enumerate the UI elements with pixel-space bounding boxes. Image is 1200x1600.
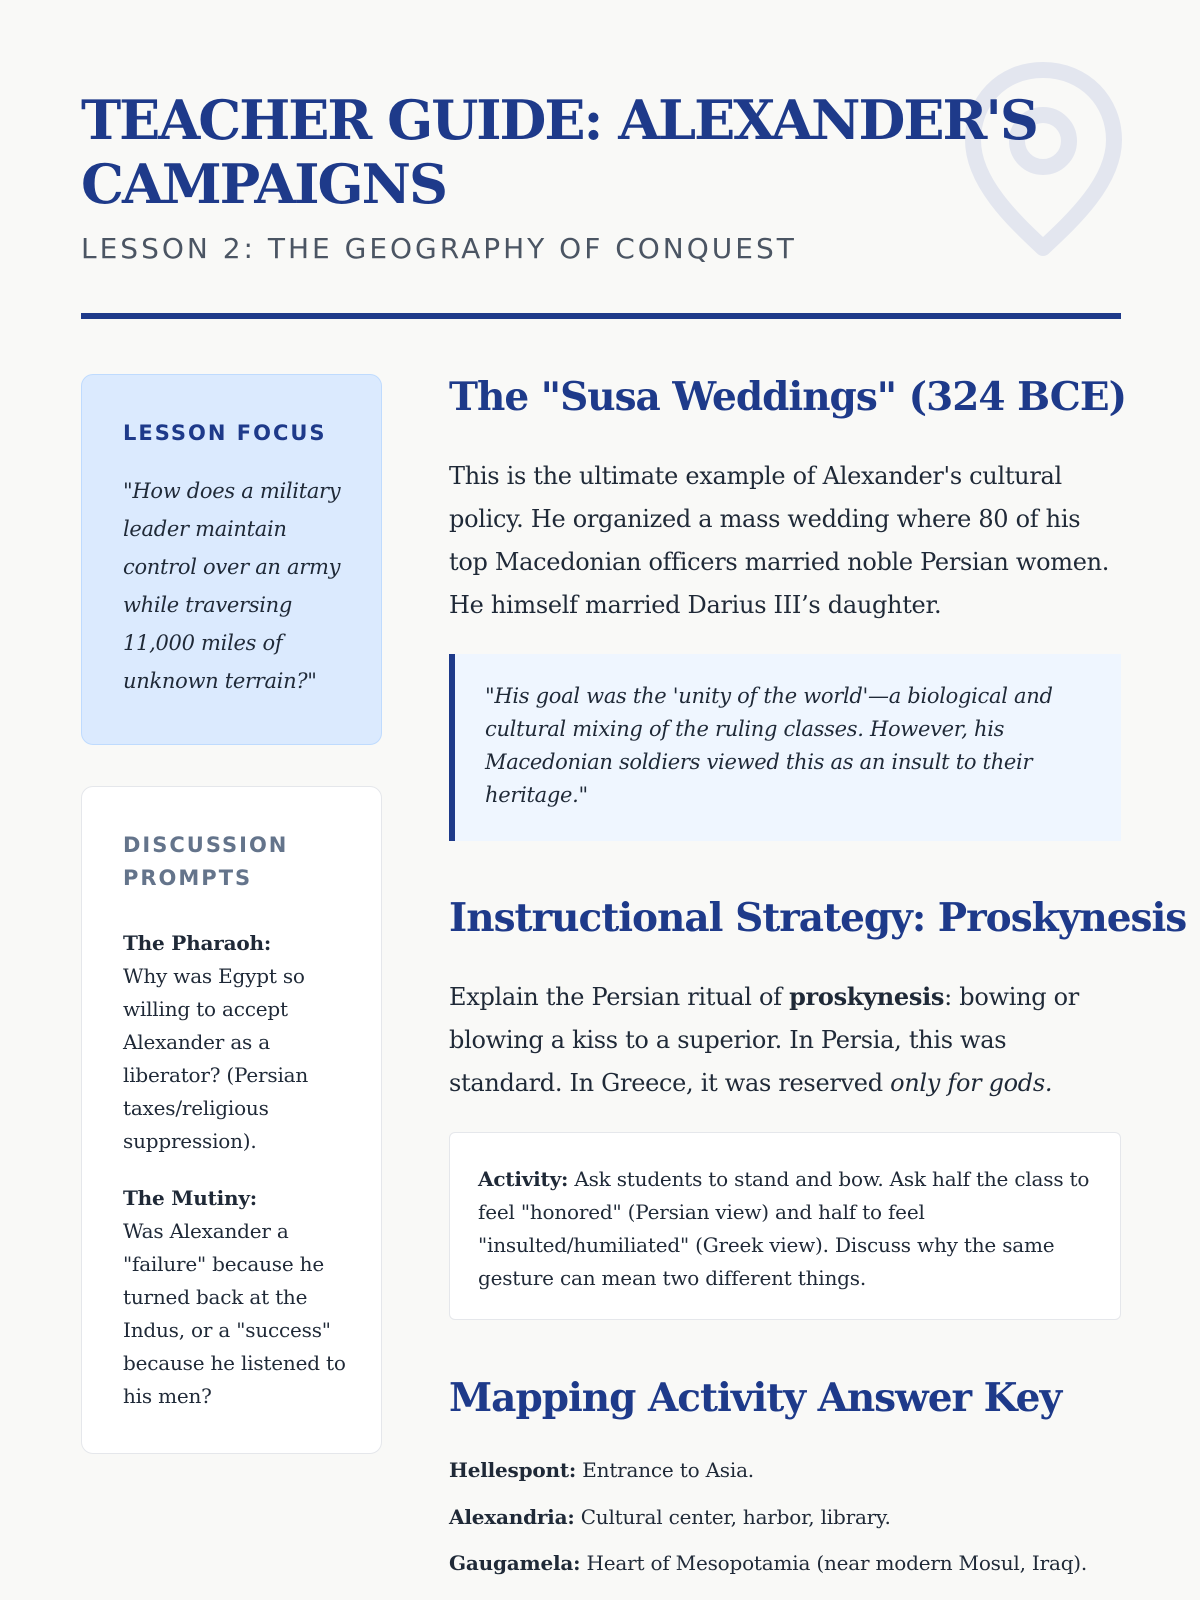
- susa-heading: The "Susa Weddings" (324 BCE): [449, 374, 1127, 420]
- prompt-text: Was Alexander a "failure" because he turned back at the Indus, or a "success" because he listened to his men?: [123, 1219, 346, 1408]
- answer-key-term: Gaugamela:: [449, 1551, 581, 1575]
- discussion-prompts-card: [81, 786, 382, 1454]
- lesson-focus-label: LESSON FOCUS: [123, 421, 327, 445]
- answer-key-item: [449, 1458, 754, 1482]
- answer-key-heading: Mapping Activity Answer Key: [449, 1375, 1062, 1421]
- prompt-title: The Pharaoh:: [123, 931, 272, 955]
- activity-card: [449, 1132, 1121, 1320]
- lesson-focus-quote: "How does a military leader maintain control over an army while traversing 11,000 miles of unknown terrain?": [123, 479, 341, 693]
- strategy-body-text: : bowing or blowing a kiss to a superior. In Persia, this was standard. In Greece, it was reserved: [449, 983, 1079, 1097]
- strategy-heading: Instructional Strategy: Proskynesis: [449, 895, 1187, 941]
- activity-label: Activity:: [478, 1167, 569, 1191]
- answer-key-desc: Cultural center, harbor, library.: [574, 1505, 891, 1529]
- teacher-guide-page: [81, 0, 1187, 1600]
- answer-key-item: [449, 1551, 1087, 1575]
- susa-body: This is the ultimate example of Alexander's cultural policy. He organized a mass wedding where 80 of his top Macedonian officers married noble Persian women. He himself married Darius III’s daughter.: [449, 462, 1110, 619]
- prompt-pharaoh: [123, 927, 351, 1158]
- discussion-prompts-label: DISCUSSION PROMPTS: [123, 833, 289, 890]
- page-title: TEACHER GUIDE: ALEXANDER'S CAMPAIGNS: [81, 88, 1037, 216]
- prompt-text: Why was Egypt so willing to accept Alexander as a liberator? (Persian taxes/religious suppression).: [123, 964, 309, 1153]
- strategy-body-text: Explain the Persian ritual of: [449, 983, 790, 1011]
- answer-key-desc: Entrance to Asia.: [576, 1458, 754, 1482]
- page-subtitle: LESSON 2: THE GEOGRAPHY OF CONQUEST: [81, 232, 797, 265]
- strategy-body: [449, 975, 1121, 1105]
- answer-key-term: Hellespont:: [449, 1458, 577, 1482]
- activity-text: Ask students to stand and bow. Ask half the class to feel "honored" (Persian view) and half to feel "insulted/humiliated" (Greek view). Discuss why the same gesture can mean two different things.: [478, 1167, 1090, 1290]
- prompt-title: The Mutiny:: [123, 1186, 257, 1210]
- answer-key-desc: Heart of Mesopotamia (near modern Mosul, Iraq).: [580, 1551, 1088, 1575]
- prompt-mutiny: [123, 1182, 351, 1413]
- susa-quote: "His goal was the 'unity of the world'—a biological and cultural mixing of the ruling classes. However, his Macedonian soldiers viewed this as an insult to their heritage.": [449, 654, 1121, 841]
- lesson-focus-card: [81, 374, 382, 745]
- header-divider: [81, 313, 1121, 319]
- answer-key-item: [449, 1505, 891, 1529]
- answer-key-term: Alexandria:: [449, 1505, 575, 1529]
- strategy-term: proskynesis: [789, 982, 945, 1011]
- strategy-emphasis: only for gods.: [890, 1069, 1053, 1097]
